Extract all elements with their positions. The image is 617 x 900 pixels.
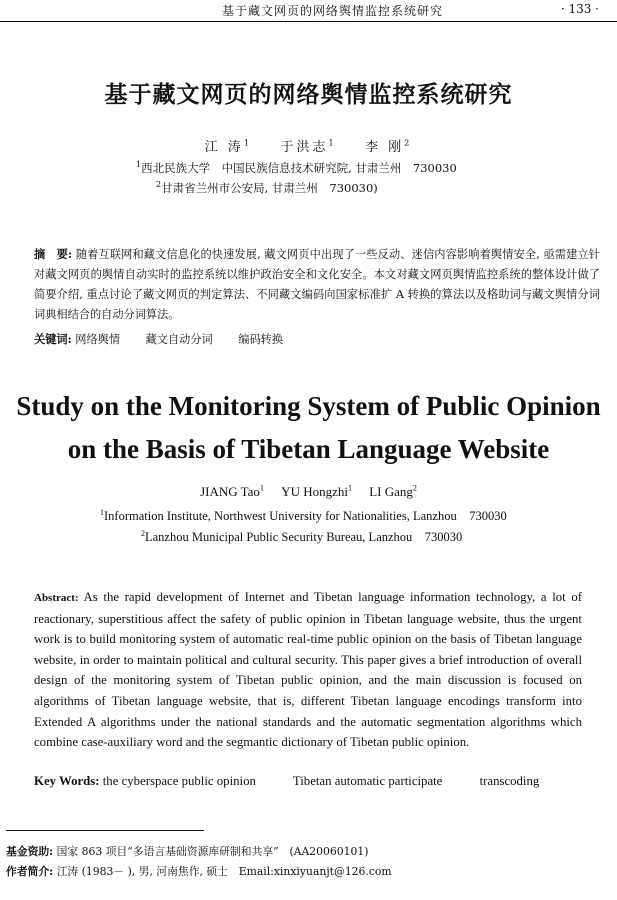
author-en: JIANG Tao$^1$ [200, 484, 264, 500]
affiliation-cn-2: $^2$甘肃省兰州市公安局, 甘肃兰州 730030) [156, 180, 378, 195]
keyword-en: transcoding [479, 774, 540, 788]
abstract-en-label: Abstract: [34, 592, 79, 604]
title-cn: 基于藏文网页的网络舆情监控系统研究 [104, 82, 513, 108]
title-en-line-2: on the Basis of Tibetan Language Website [67, 434, 550, 464]
keywords-cn [34, 331, 305, 347]
author-en: YU Hongzhi$^1$ [281, 484, 352, 500]
abstract-cn [34, 244, 600, 325]
keyword-cn: 藏文自动分词 [145, 333, 213, 346]
keywords-cn-label: 关键词: [34, 332, 72, 346]
author-cn: 江 涛$^1$ [204, 138, 252, 155]
author-cn: 于洪志$^1$ [280, 138, 337, 155]
affiliation-en-1: $^1$Information Institute, Northwest University for Nationalities, Lanzhou 730030 [100, 507, 507, 523]
footnote-author-bio: 作者简介: 江涛 (1983－ ), 男, 河南焦作, 硕士 Email:xinxiyuanjt@126.com [6, 865, 392, 878]
keywords-en [34, 774, 573, 789]
running-header [0, 0, 617, 22]
abstract-en-text: As the rapid development of Internet and Tibetan language information technology, a lot of reactionary, superstitious affect the safety of public opinion in Tibetan language website, thus the urgent work is to build monitoring system of automatic real-time public opinion on the basis of Tibetan language website, in order to maintain political and cultural security. This paper gives a brief introduction of overall design of the monitoring system of Tibetan public opinion, and the main discussion is focused on algorithms of Tibetan language website, that is, different Tibetan language encodings transform into Extended A algorithms under the national standards and the automatic segmentation algorithms which combine case-auxiliary word and the segmantic dictionary of Tibetan public opinion. [34, 590, 582, 750]
keyword-en: the cyberspace public opinion [102, 774, 256, 788]
title-en [0, 385, 617, 471]
author-cn: 李 刚$^2$ [365, 138, 413, 155]
keyword-en: Tibetan automatic participate [292, 774, 443, 788]
title-en-line-1: Study on the Monitoring System of Public Opinion [16, 391, 601, 421]
running-head-title: 基于藏文网页的网络舆情监控系统研究 [222, 4, 444, 18]
affiliation-en-2: $^2$Lanzhou Municipal Public Security Bureau, Lanzhou 730030 [141, 528, 463, 544]
abstract-cn-label: 摘 要: [34, 247, 73, 261]
footnote-rule [6, 830, 204, 831]
keywords-en-label: Key Words: [34, 774, 100, 788]
keyword-cn: 编码转换 [238, 333, 284, 346]
affiliation-cn-1: $^1$西北民族大学 中国民族信息技术研究院, 甘肃兰州 730030 [136, 160, 457, 175]
abstract-en [34, 587, 582, 753]
keyword-cn: 网络舆情 [75, 333, 121, 346]
authors-en [0, 484, 617, 500]
footnote-funding: 基金资助: 国家 863 项目“多语言基础资源库研制和共享” (AA20060101) [6, 845, 369, 858]
page-number: · 133 · [560, 2, 599, 16]
authors-cn [0, 136, 617, 155]
abstract-cn-text: 随着互联网和藏文信息化的快速发展, 藏文网页中出现了一些反动、迷信内容影响着舆情安全, 亟需建立针对藏文网页的舆情自动实时的监控系统以维护政治安全和文化安全。本文对藏文网页舆情监控系统的整体设计做了简要介绍, 重点讨论了藏文网页的判定算法、不同藏文编码向国家标准扩 A 转换的算法以及格助词与藏文舆情分词词典相结合的自动分词算法。 [34, 248, 600, 321]
author-en: LI Gang$^2$ [369, 484, 417, 500]
header-rule [0, 21, 617, 22]
